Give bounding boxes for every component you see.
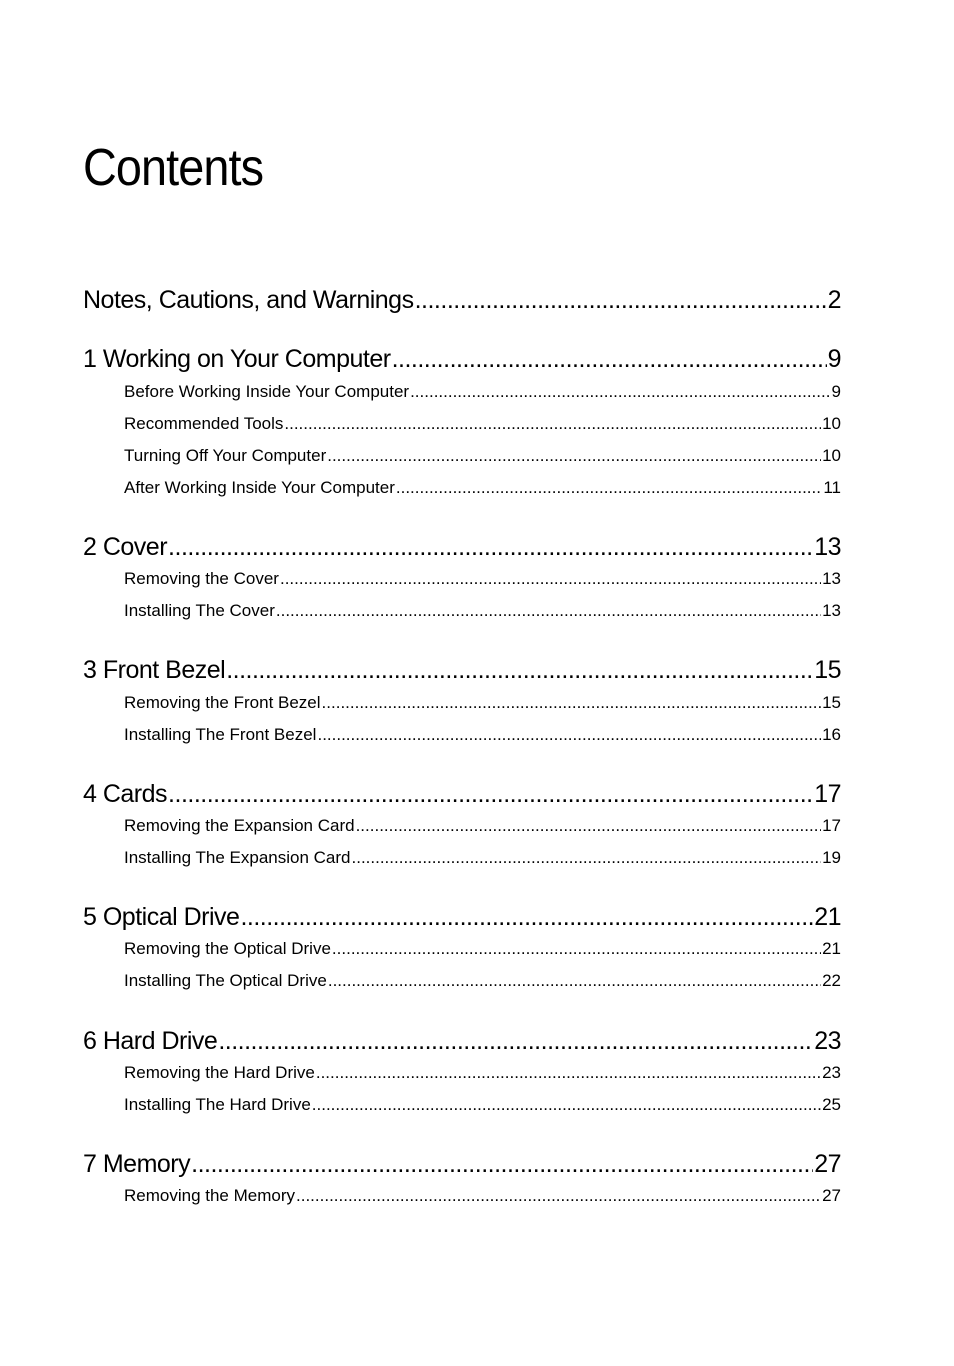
dot-leader xyxy=(327,444,821,468)
toc-page-number: 21 xyxy=(822,939,841,958)
dot-leader xyxy=(332,937,821,961)
toc-page-number: 23 xyxy=(822,1063,841,1082)
dot-leader xyxy=(191,1148,813,1180)
dot-leader xyxy=(322,691,822,715)
dot-leader xyxy=(226,654,813,686)
toc-chapter-4[interactable] xyxy=(83,778,841,810)
toc-section-recommended-tools[interactable] xyxy=(124,412,841,436)
toc-section-before-working[interactable] xyxy=(124,380,841,404)
toc-entry-label: Removing the Memory xyxy=(124,1186,296,1205)
dot-leader xyxy=(392,343,827,375)
toc-section-installing-front-bezel[interactable] xyxy=(124,723,841,747)
toc-section-removing-expansion-card[interactable] xyxy=(124,814,841,838)
toc-chapter-6[interactable] xyxy=(83,1025,841,1057)
dot-leader xyxy=(410,380,830,404)
toc-section-installing-expansion-card[interactable] xyxy=(124,846,841,870)
toc-section-installing-cover[interactable] xyxy=(124,599,841,623)
dot-leader xyxy=(296,1184,821,1208)
dot-leader xyxy=(352,846,822,870)
toc-section-installing-hard-drive[interactable] xyxy=(124,1093,841,1117)
toc-page-number: 17 xyxy=(822,816,841,835)
dot-leader xyxy=(280,567,821,591)
toc-page-number: 15 xyxy=(814,656,841,684)
toc-page-number: 15 xyxy=(822,693,841,712)
toc-entry-label: Recommended Tools xyxy=(124,414,284,433)
toc-page-number: 16 xyxy=(822,725,841,744)
toc-entry-label: 5 Optical Drive xyxy=(83,903,240,931)
toc-entry-label: 3 Front Bezel xyxy=(83,656,226,684)
dot-leader xyxy=(356,814,822,838)
toc-entry-label: 6 Hard Drive xyxy=(83,1027,218,1055)
dot-leader xyxy=(328,969,821,993)
toc-entry-label: Installing The Expansion Card xyxy=(124,848,351,867)
dot-leader xyxy=(168,778,813,810)
toc-chapter-3[interactable] xyxy=(83,654,841,686)
toc-section-turning-off[interactable] xyxy=(124,444,841,468)
toc-entry-label: Turning Off Your Computer xyxy=(124,446,327,465)
toc-entry-label: Installing The Cover xyxy=(124,601,275,620)
toc-entry-label: Installing The Optical Drive xyxy=(124,971,327,990)
toc-entry-label: Installing The Hard Drive xyxy=(124,1095,311,1114)
toc-page-number: 23 xyxy=(814,1027,841,1055)
dot-leader xyxy=(317,723,821,747)
dot-leader xyxy=(218,1025,813,1057)
toc-page-number: 9 xyxy=(831,382,841,401)
toc-section-after-working[interactable] xyxy=(124,476,841,500)
toc-chapter-7[interactable] xyxy=(83,1148,841,1180)
toc-page-number: 13 xyxy=(814,533,841,561)
toc-chapter-notes[interactable] xyxy=(83,284,841,316)
toc-entry-label: Removing the Optical Drive xyxy=(124,939,331,958)
toc-section-removing-memory[interactable] xyxy=(124,1184,841,1208)
toc-page-number: 19 xyxy=(822,848,841,867)
toc-page-number: 11 xyxy=(823,478,841,497)
dot-leader xyxy=(276,599,821,623)
toc-page-number: 2 xyxy=(827,286,841,314)
toc-page-number: 17 xyxy=(814,780,841,808)
toc-section-removing-front-bezel[interactable] xyxy=(124,691,841,715)
toc-page-number: 27 xyxy=(814,1150,841,1178)
toc-entry-label: 7 Memory xyxy=(83,1150,191,1178)
toc-page-number: 21 xyxy=(814,903,841,931)
dot-leader xyxy=(396,476,822,500)
toc-entry-label: Notes, Cautions, and Warnings xyxy=(83,286,414,314)
page-title: Contents xyxy=(83,139,264,197)
toc-page-number: 10 xyxy=(822,414,841,433)
dot-leader xyxy=(240,901,813,933)
toc-page-number: 13 xyxy=(822,601,841,620)
toc-page-number: 10 xyxy=(822,446,841,465)
toc-section-installing-optical-drive[interactable] xyxy=(124,969,841,993)
dot-leader xyxy=(415,284,827,316)
dot-leader xyxy=(316,1061,821,1085)
toc-page-number: 13 xyxy=(822,569,841,588)
toc-section-removing-hard-drive[interactable] xyxy=(124,1061,841,1085)
toc-page-number: 27 xyxy=(822,1186,841,1205)
toc-entry-label: After Working Inside Your Computer xyxy=(124,478,395,497)
toc-entry-label: 1 Working on Your Computer xyxy=(83,345,391,373)
toc-entry-label: Removing the Front Bezel xyxy=(124,693,321,712)
toc-entry-label: 4 Cards xyxy=(83,780,168,808)
toc-entry-label: 2 Cover xyxy=(83,533,168,561)
dot-leader xyxy=(168,531,813,563)
toc-chapter-5[interactable] xyxy=(83,901,841,933)
toc-entry-label: Installing The Front Bezel xyxy=(124,725,317,744)
toc-chapter-2[interactable] xyxy=(83,531,841,563)
toc-entry-label: Removing the Cover xyxy=(124,569,279,588)
toc-section-removing-optical-drive[interactable] xyxy=(124,937,841,961)
toc-entry-label: Removing the Expansion Card xyxy=(124,816,355,835)
dot-leader xyxy=(284,412,821,436)
toc-page-number: 9 xyxy=(827,345,841,373)
toc-section-removing-cover[interactable] xyxy=(124,567,841,591)
toc-entry-label: Removing the Hard Drive xyxy=(124,1063,315,1082)
toc-page-number: 25 xyxy=(822,1095,841,1114)
dot-leader xyxy=(312,1093,821,1117)
toc-chapter-1[interactable] xyxy=(83,343,841,375)
toc-entry-label: Before Working Inside Your Computer xyxy=(124,382,410,401)
toc-page-number: 22 xyxy=(822,971,841,990)
